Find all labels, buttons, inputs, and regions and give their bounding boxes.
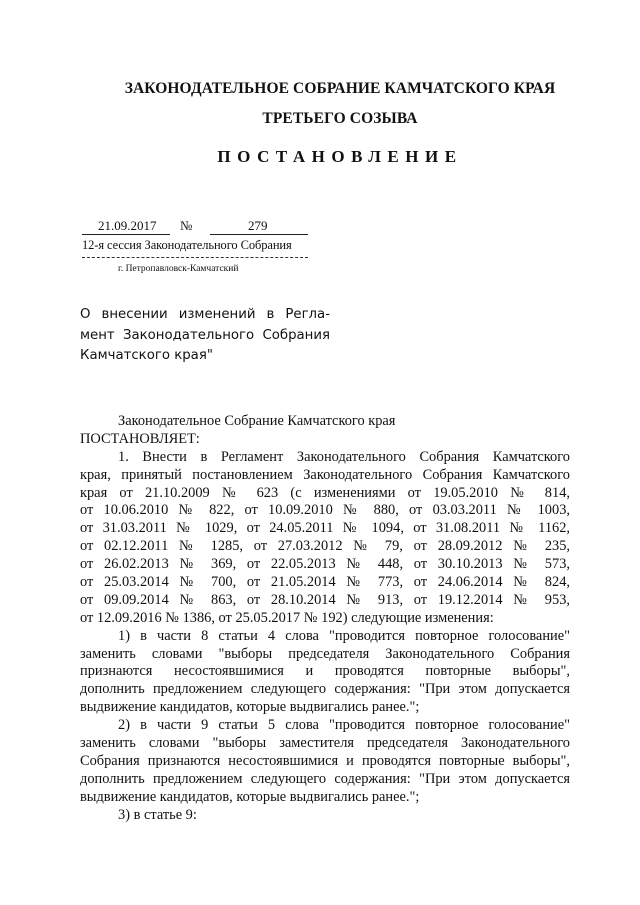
body-line: от 09.09.2014 № 863, от 28.10.2014 № 913, от 19.12.2014 № 953,: [80, 591, 570, 608]
body-line: от 31.03.2011 № 1029, от 24.05.2011 № 1094, от 31.08.2011 № 1162,: [80, 520, 570, 537]
body-line: края, принятый постановлением Законодательного Собрания Камчатского: [80, 466, 570, 483]
number-sign: №: [180, 218, 193, 233]
body-line: заменить словами "выборы заместителя председателя Законодательного: [80, 735, 570, 752]
body-line: Законодательное Собрание Камчатского края: [118, 413, 396, 429]
date-underline: [82, 234, 170, 235]
session-info: 12-я сессия Законодательного Собрания: [82, 238, 292, 252]
body-line: края от 21.10.2009 № 623 (с изменениями от 19.05.2010 № 814,: [80, 484, 570, 501]
body-line: 1) в части 8 статьи 4 слова "проводится повторное голосование": [118, 627, 570, 644]
body-line: 2) в части 9 статьи 5 слова "проводится повторное голосование": [118, 717, 570, 734]
number-underline: [210, 234, 308, 235]
convocation: ТРЕТЬЕГО СОЗЫВА: [262, 110, 418, 127]
body-line: признаются несостоявшимися и проводятся повторные выборы",: [80, 663, 570, 680]
session-divider: [82, 257, 308, 258]
body-line: от 02.12.2011 № 1285, от 27.03.2012 № 79, от 28.09.2012 № 235,: [80, 538, 570, 555]
body-line: от 12.09.2016 № 1386, от 25.05.2017 № 192) следующие изменения:: [80, 609, 494, 626]
body-line: 1. Внести в Регламент Законодательного Собрания Камчатского: [118, 448, 570, 465]
body-line: Собрания признаются несостоявшимися и проводятся повторные выборы",: [80, 752, 570, 769]
subject-line: Камчатского края": [80, 348, 213, 363]
subject-line: О внесении изменений в Регла-: [80, 307, 330, 322]
body-line: выдвижение кандидатов, которые выдвигались ранее.";: [80, 788, 420, 805]
document-type: ПОСТАНОВЛЕНИЕ: [217, 147, 463, 166]
body-line: от 10.06.2010 № 822, от 10.09.2010 № 880, от 03.03.2011 № 1003,: [80, 502, 570, 519]
body-line: ПОСТАНОВЛЯЕТ:: [80, 430, 200, 447]
body-line: от 26.02.2013 № 369, от 22.05.2013 № 448, от 30.10.2013 № 573,: [80, 556, 570, 573]
subject-line: мент Законодательного Собрания: [80, 327, 330, 343]
document-date: 21.09.2017: [98, 218, 157, 233]
subject-block: [80, 305, 330, 367]
body-line: 3) в статье 9:: [118, 806, 197, 823]
body-line: заменить словами "выборы председателя Законодательного Собрания: [80, 645, 570, 662]
city: г. Петропавловск-Камчатский: [118, 264, 239, 274]
body-line: от 25.03.2014 № 700, от 21.05.2014 № 773, от 24.06.2014 № 824,: [80, 574, 570, 591]
body-text: [80, 413, 570, 824]
body-line: выдвижение кандидатов, которые выдвигались ранее.";: [80, 699, 420, 716]
document-number: 279: [248, 218, 268, 233]
body-line: дополнить предложением следующего содержания: "При этом допускается: [80, 681, 570, 698]
org-name: ЗАКОНОДАТЕЛЬНОЕ СОБРАНИЕ КАМЧАТСКОГО КРАЯ: [124, 80, 556, 97]
body-line: дополнить предложением следующего содержания: "При этом допускается: [80, 770, 570, 787]
